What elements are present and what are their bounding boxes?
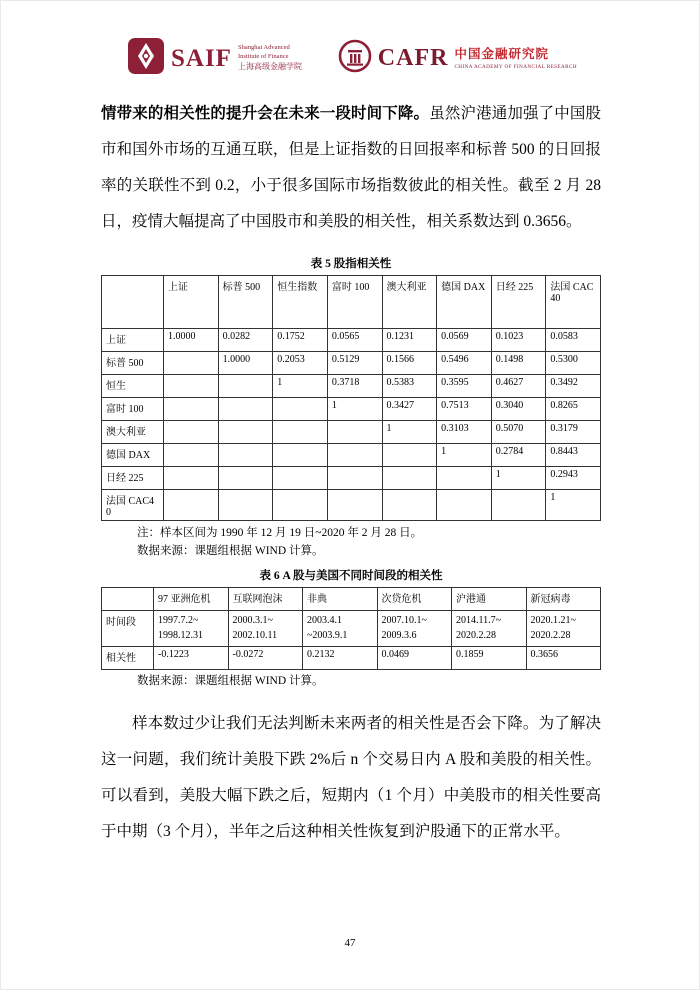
- t5-cell: 0.2784: [491, 444, 546, 467]
- t6-corr-cell: 0.0469: [377, 646, 452, 669]
- t5-cell: 1: [437, 444, 492, 467]
- table5-note-sample: 注：样本区间为 1990 年 12 月 19 日~2020 年 2 月 28 日。: [137, 527, 423, 539]
- t5-cell: [273, 490, 328, 521]
- period-from: 2003.4.1: [307, 614, 342, 626]
- t6-period-cell: [452, 610, 527, 646]
- t5-cell: 1: [327, 398, 382, 421]
- t5-cell: 1.0000: [164, 329, 219, 352]
- t6-header-cell: 新冠病毒: [526, 587, 601, 610]
- cafr-logo-icon: [338, 39, 372, 78]
- table5-row: [102, 398, 601, 421]
- t6-corr-cell: 0.3656: [526, 646, 601, 669]
- t5-header-cell: 恒生指数: [273, 276, 328, 329]
- t6-header-cell: 非典: [303, 587, 378, 610]
- t5-cell: [273, 467, 328, 490]
- t5-cell: 0.0282: [218, 329, 273, 352]
- paragraph-1-lead: 情带来的相关性的提升会在未来一段时间下降。: [101, 104, 430, 122]
- saif-logo: [127, 37, 302, 80]
- t6-period-cell: [154, 610, 229, 646]
- t5-cell: 0.5070: [491, 421, 546, 444]
- t6-period-cell: [303, 610, 378, 646]
- t5-cell: [218, 421, 273, 444]
- table6-period-row: [102, 610, 601, 646]
- table5-row: [102, 421, 601, 444]
- t5-cell: 0.0583: [546, 329, 601, 352]
- t5-header-cell: 日经 225: [491, 276, 546, 329]
- t5-cell: 0.3595: [437, 375, 492, 398]
- period-to: 2020.2.28: [456, 630, 496, 642]
- t5-header-cell: 标普 500: [218, 276, 273, 329]
- t6-corr-cell: 0.1859: [452, 646, 527, 669]
- t6-header-cell: 沪港通: [452, 587, 527, 610]
- t5-cell: 0.8443: [546, 444, 601, 467]
- period-from: 2014.11.7~: [456, 614, 502, 626]
- t5-cell: 0.5383: [382, 375, 437, 398]
- t5-cell: 0.1752: [273, 329, 328, 352]
- t5-cell: 0.3040: [491, 398, 546, 421]
- table5: [101, 275, 601, 521]
- t5-cell: [273, 421, 328, 444]
- t5-row-label: 法国 CAC40: [102, 490, 164, 521]
- table6-header-row: [102, 587, 601, 610]
- table6: [101, 587, 601, 670]
- table5-notes: [137, 525, 601, 561]
- t5-row-label: 上证: [102, 329, 164, 352]
- t5-cell: 0.1023: [491, 329, 546, 352]
- t5-cell: 0.3492: [546, 375, 601, 398]
- t5-cell: 0.7513: [437, 398, 492, 421]
- period-from: 2000.3.1~: [232, 614, 273, 626]
- table6-caption: 表 6 A 股与美国不同时间段的相关性: [259, 569, 443, 582]
- period-from: 1997.7.2~: [158, 614, 199, 626]
- t5-cell: 1: [382, 421, 437, 444]
- t5-cell: 1.0000: [218, 352, 273, 375]
- page-number: 47: [344, 937, 356, 949]
- t6-header-cell: 97 亚洲危机: [154, 587, 229, 610]
- table5-caption: 表 5 股指相关性: [310, 258, 392, 270]
- t5-row-label: 德国 DAX: [102, 444, 164, 467]
- t5-header-cell: 上证: [164, 276, 219, 329]
- period-from: 2020.1.21~: [530, 614, 576, 626]
- t5-header-cell: 富时 100: [327, 276, 382, 329]
- table5-row: [102, 467, 601, 490]
- t5-cell: [218, 375, 273, 398]
- t5-cell: [164, 444, 219, 467]
- t5-row-label: 富时 100: [102, 398, 164, 421]
- t6-period-cell: [377, 610, 452, 646]
- t5-cell: [437, 467, 492, 490]
- cafr-acronym: CAFR: [377, 45, 449, 71]
- cafr-name-cn: 中国金融研究院: [454, 46, 549, 61]
- paragraph-2: 样本数过少让我们无法判断未来两者的相关性是否会下降。为了解决这一问题，我们统计美股下跌 2%后 n 个交易日内 A 股和美股的相关性。可以看到，美股大幅下跌之后，短期内（1 个月）中美股市的相关性要高于中期（3 个月），半年之后这种相关性恢复到沪股通下的正常水平。: [101, 714, 601, 840]
- t6-period-cell: [228, 610, 303, 646]
- cafr-logo: [338, 39, 577, 78]
- t5-cell: [164, 421, 219, 444]
- page-header: [1, 1, 699, 80]
- t5-cell: [327, 490, 382, 521]
- t5-cell: [382, 490, 437, 521]
- t5-row-label: 恒生: [102, 375, 164, 398]
- period-to: ~2003.9.1: [307, 630, 348, 642]
- t5-cell: 0.0565: [327, 329, 382, 352]
- t6-corr-cell: -0.0272: [228, 646, 303, 669]
- t5-cell: [164, 375, 219, 398]
- table5-row: [102, 352, 601, 375]
- t6-corr-cell: -0.1223: [154, 646, 229, 669]
- table5-note-source: 数据来源：课题组根据 WIND 计算。: [137, 544, 324, 557]
- table5-row: [102, 375, 601, 398]
- t5-cell: 1: [273, 375, 328, 398]
- t5-cell: 0.0569: [437, 329, 492, 352]
- t5-cell: 1: [546, 490, 601, 521]
- t5-cell: 0.3103: [437, 421, 492, 444]
- paragraph-1: [101, 96, 601, 240]
- t5-cell: 1: [491, 467, 546, 490]
- table6-corr-row: [102, 646, 601, 669]
- period-from: 2007.10.1~: [381, 614, 427, 626]
- t5-cell: [273, 444, 328, 467]
- cafr-subtitle: [454, 47, 577, 70]
- cafr-name-en: CHINA ACADEMY OF FINANCIAL RESEARCH: [454, 63, 577, 70]
- table5-row: [102, 444, 601, 467]
- t5-row-label: 日经 225: [102, 467, 164, 490]
- period-to: 1998.12.31: [158, 630, 203, 642]
- t5-header-cell: 法国 CAC40: [546, 276, 601, 329]
- t5-cell: 0.3179: [546, 421, 601, 444]
- t5-cell: 0.3718: [327, 375, 382, 398]
- t5-cell: [164, 352, 219, 375]
- t5-cell: 0.4627: [491, 375, 546, 398]
- t5-header-cell: [102, 276, 164, 329]
- t5-cell: [164, 490, 219, 521]
- t5-cell: [327, 421, 382, 444]
- page-content: [1, 96, 699, 850]
- saif-subtitle-line1: Shanghai Advanced: [237, 44, 290, 52]
- t5-cell: [327, 467, 382, 490]
- t5-cell: [218, 490, 273, 521]
- t5-cell: 0.2943: [546, 467, 601, 490]
- t5-header-cell: 德国 DAX: [437, 276, 492, 329]
- t5-cell: 0.1231: [382, 329, 437, 352]
- t5-cell: 0.1498: [491, 352, 546, 375]
- t5-cell: [382, 467, 437, 490]
- saif-logo-icon: [127, 37, 165, 80]
- t5-cell: [382, 444, 437, 467]
- t6-period-cell: [526, 610, 601, 646]
- t5-cell: 0.3427: [382, 398, 437, 421]
- saif-subtitle-line3: 上海高级金融学院: [237, 62, 302, 72]
- t5-cell: [218, 467, 273, 490]
- t5-cell: [273, 398, 328, 421]
- table5-header-row: [102, 276, 601, 329]
- t5-cell: 0.5129: [327, 352, 382, 375]
- table5-row: [102, 490, 601, 521]
- t6-corr-cell: 0.2132: [303, 646, 378, 669]
- t5-cell: 0.5496: [437, 352, 492, 375]
- saif-subtitle-line2: Institute of Finance: [237, 52, 289, 60]
- t5-cell: 0.8265: [546, 398, 601, 421]
- saif-acronym: SAIF: [171, 44, 232, 72]
- table6-note-source: 数据来源：课题组根据 WIND 计算。: [137, 674, 324, 687]
- t5-row-label: 澳大利亚: [102, 421, 164, 444]
- t6-row-label: 相关性: [102, 646, 154, 669]
- t6-header-cell: 次贷危机: [377, 587, 452, 610]
- period-to: 2002.10.11: [232, 630, 278, 642]
- t5-cell: 0.5300: [546, 352, 601, 375]
- paragraph-1-rest: 虽然沪港通加强了中国股市和国外市场的互通互联，但是上证指数的日回报率和标普 500 的日回报率的关联性不到 0.2，小于很多国际市场指数彼此的相关性。截至 2 月 28 日，疫情大幅提高了中国股市和美股的相关性，相关系数达到 0.3656。: [101, 104, 601, 230]
- t6-header-cell: [102, 587, 154, 610]
- t5-cell: [437, 490, 492, 521]
- t6-header-cell: 互联网泡沫: [228, 587, 303, 610]
- t5-cell: [218, 444, 273, 467]
- t5-cell: 0.1566: [382, 352, 437, 375]
- period-to: 2020.2.28: [530, 630, 571, 642]
- saif-subtitle: [238, 44, 302, 72]
- t5-cell: [164, 467, 219, 490]
- t5-cell: [327, 444, 382, 467]
- t5-row-label: 标普 500: [102, 352, 164, 375]
- t5-cell: [218, 398, 273, 421]
- t5-cell: 0.2053: [273, 352, 328, 375]
- t5-header-cell: 澳大利亚: [382, 276, 437, 329]
- t5-cell: [491, 490, 546, 521]
- t6-row-label: 时间段: [102, 610, 154, 646]
- t5-cell: [164, 398, 219, 421]
- period-to: 2009.3.6: [381, 630, 417, 642]
- table5-row: [102, 329, 601, 352]
